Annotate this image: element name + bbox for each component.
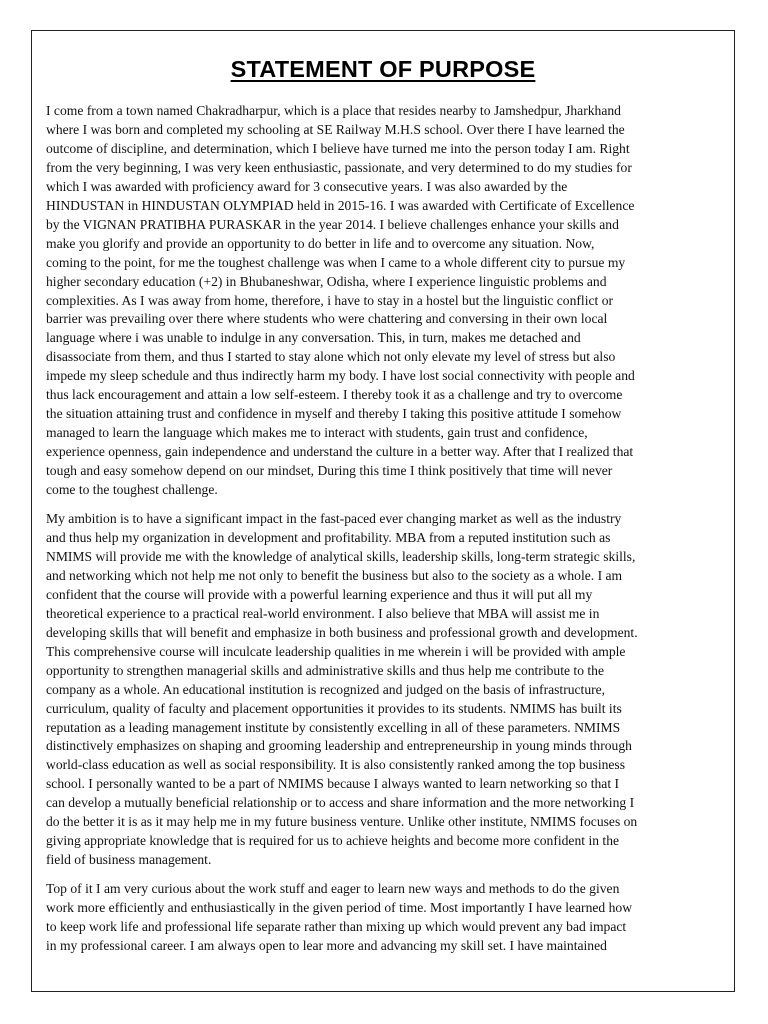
- text-line: the situation attaining trust and confidence in myself and thereby I taking this positive attitude I somehow: [46, 406, 622, 422]
- text-line: My ambition is to have a significant impact in the fast-paced ever changing market as well as the industry: [46, 511, 622, 527]
- text-line: school. I personally wanted to be a part of NMIMS because I always wanted to learn networking so that I: [46, 776, 620, 792]
- text-line: reputation as a leading management institute by consistently excelling in all of these parameters. NMIMS: [46, 719, 621, 735]
- text-line: disassociate from them, and thus I started to stay alone which not only elevate my level of stress but also: [46, 349, 616, 365]
- text-line: can develop a mutually beneficial relationship or to access and share information and the more networking I: [46, 795, 635, 811]
- text-line: field of business management.: [46, 852, 212, 868]
- text-line: developing skills that will benefit and emphasize in both business and professional growth and development.: [46, 624, 638, 640]
- text-line: and networking which not help me not only to benefit the business but also to the society as a whole. I am: [46, 567, 623, 583]
- paragraph-2: [46, 510, 722, 870]
- text-line: do the better it is as it may help me in my future business venture. Unlike other institute, NMIMS focuses on: [46, 814, 638, 830]
- text-line: world-class education as well as social responsibility. It is also consistently ranked among the top business: [46, 757, 626, 773]
- text-line: Top of it I am very curious about the work stuff and eager to learn new ways and methods to do the given: [46, 881, 620, 897]
- text-line: company as a whole. An educational institution is recognized and judged on the basis of infrastructure,: [46, 681, 606, 697]
- text-line: confident that the course will provide with a powerful learning experience and thus it will put all my: [46, 586, 593, 602]
- text-line: coming to the point, for me the toughest challenge was when I came to a whole different city to pursue my: [46, 254, 626, 270]
- text-line: experience openness, gain independence and understand the culture in a better way. After that I realized that: [46, 444, 634, 460]
- text-line: to keep work life and professional life separate rather than mixing up which would prevent any bad impact: [46, 919, 627, 935]
- text-line: This comprehensive course will inculcate leadership qualities in me wherein i will be provided with ample: [46, 643, 626, 659]
- text-line: tough and easy somehow depend on our mindset, During this time I think positively that time will never: [46, 463, 613, 479]
- text-line: higher secondary education (+2) in Bhubaneshwar, Odisha, where I experience linguistic problems and: [46, 273, 607, 289]
- text-line: distinctively emphasizes on shaping and grooming leadership and entrepreneurship in young minds through: [46, 738, 632, 754]
- text-line: complexities. As I was away from home, therefore, i have to stay in a hostel but the linguistic conflict or: [46, 292, 614, 308]
- text-line: opportunity to strengthen managerial skills and administrative skills and thus help me contribute to the: [46, 662, 604, 678]
- text-line: outcome of discipline, and determination, which I believe have turned me into the person today I am. Right: [46, 140, 630, 156]
- document-page: [31, 30, 735, 992]
- text-line: language where i was unable to indulge in any conversation. This, in turn, makes me detached and: [46, 330, 581, 346]
- text-line: impede my sleep schedule and thus indirectly harm my body. I have lost social connectivity with people and: [46, 368, 635, 384]
- text-line: by the VIGNAN PRATIBHA PURASKAR in the year 2014. I believe challenges enhance your skills and: [46, 216, 619, 232]
- text-line: HINDUSTAN in HINDUSTAN OLYMPIAD held in 2015-16. I was awarded with Certificate of Excellence: [46, 197, 635, 213]
- text-line: curriculum, quality of faculty and placement opportunities it provides to its students. NMIMS has built its: [46, 700, 622, 716]
- text-line: thus lack encouragement and attain a low self-esteem. I thereby took it as a challenge and try to overcome: [46, 387, 623, 403]
- text-line: I come from a town named Chakradharpur, which is a place that resides nearby to Jamshedpur, Jharkhand: [46, 103, 621, 118]
- document-body: [46, 102, 722, 966]
- paragraph-1: [46, 102, 722, 500]
- text-line: where I was born and completed my schooling at SE Railway M.H.S school. Over there I have learned the: [46, 121, 625, 137]
- text-line: barrier was prevailing over there where students who were chattering and conversing in their own local: [46, 311, 608, 327]
- text-line: in my professional career. I am always open to lear more and advancing my skill set. I have maintained: [46, 937, 607, 953]
- text-line: giving appropriate knowledge that is required for us to achieve heights and become more confident in the: [46, 833, 620, 849]
- text-line: which I was awarded with proficiency award for 3 consecutive years. I was also awarded by the: [46, 178, 568, 194]
- paragraph-3: [46, 880, 722, 956]
- text-line: make you glorify and provide an opportunity to do better in life and to overcome any situation. Now,: [46, 235, 595, 251]
- text-line: managed to learn the language which makes me to interact with students, gain trust and confidence,: [46, 425, 588, 441]
- text-line: from the very beginning, I was very keen enthusiastic, passionate, and very determined to do my studies for: [46, 159, 632, 175]
- text-line: work more efficiently and enthusiastically in the given period of time. Most importantly I have learned how: [46, 900, 633, 916]
- text-line: theoretical experience to a practical real-world environment. I also believe that MBA will assist me in: [46, 605, 600, 621]
- text-line: and thus help my organization in development and profitability. MBA from a reputed institution such as: [46, 529, 611, 545]
- document-title: STATEMENT OF PURPOSE: [230, 56, 536, 82]
- text-line: NMIMS will provide me with the knowledge of analytical skills, leadership skills, long-term strategic skills,: [46, 548, 636, 564]
- text-line: come to the toughest challenge.: [46, 482, 218, 498]
